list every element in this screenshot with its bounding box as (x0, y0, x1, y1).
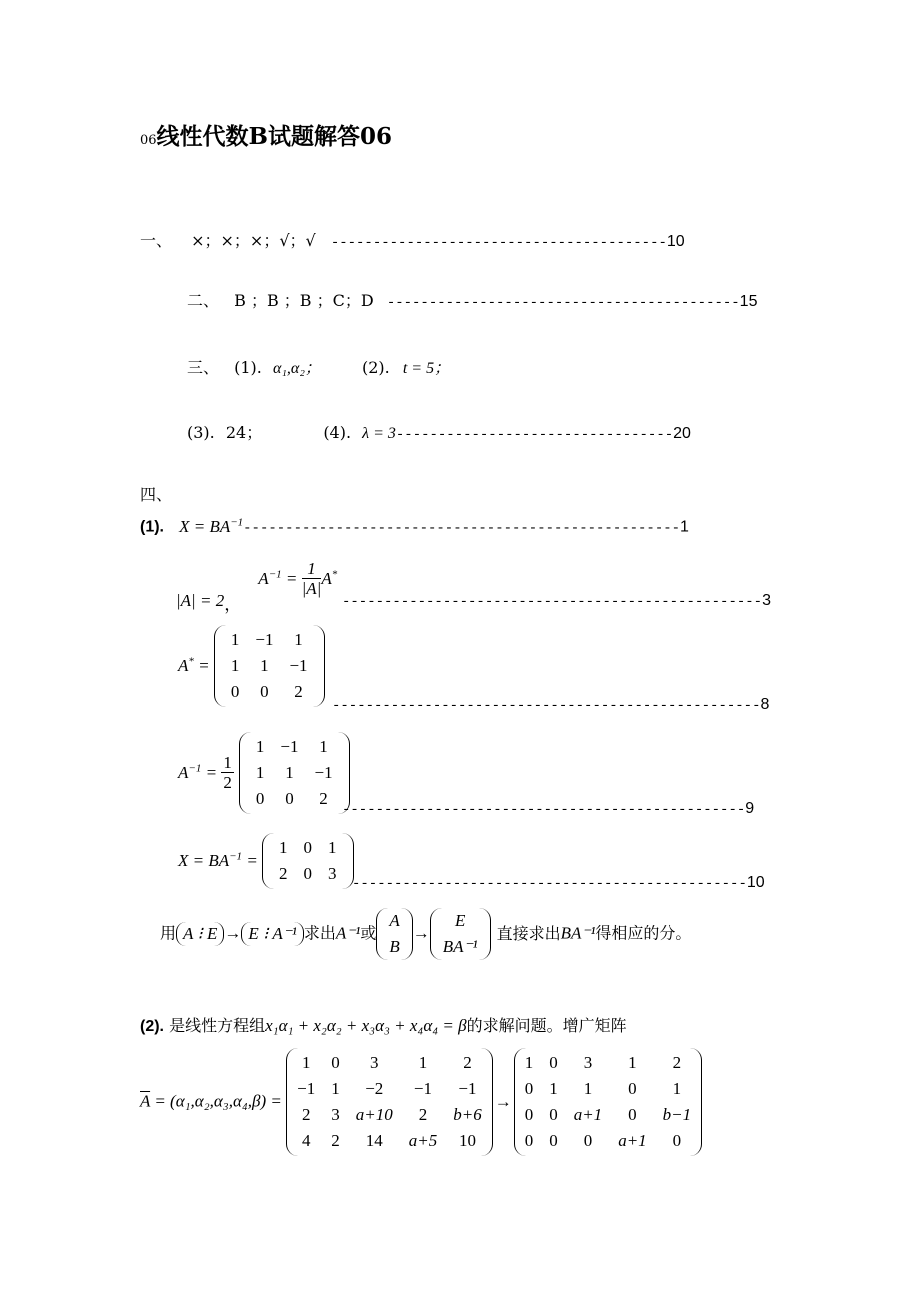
adjugate-matrix (214, 625, 325, 707)
adjugate-matrix-cell: 1 (230, 630, 240, 649)
section-3-item3-answer: 24； (225, 423, 263, 442)
augmented-left-cell: 2 (418, 1105, 428, 1124)
note-col2-bottom: BA⁻¹ (442, 937, 478, 956)
part-1-eq1: X = BA (179, 516, 231, 536)
adjugate-matrix-row (223, 653, 316, 679)
inverse-matrix-cell: 0 (285, 789, 294, 808)
augmented-left-cell: 2 (463, 1053, 472, 1072)
section-4-label: 四、 (140, 485, 173, 504)
augmented-right-cell: a+1 (618, 1131, 647, 1150)
part-1-score-8: 8 (760, 696, 770, 713)
augmented-left-cell: 0 (331, 1053, 340, 1072)
section-2-label: 二、 (187, 291, 220, 310)
part-1-score-10: 10 (746, 874, 765, 891)
augmented-matrix-equation (140, 1048, 702, 1156)
inv2-eq: = (201, 762, 222, 782)
augmented-right-cell: 0 (628, 1105, 637, 1124)
section-3-item4-answer: λ = 3 (362, 425, 396, 442)
augmented-right-cell: a+1 (573, 1105, 603, 1124)
augmented-right-row (517, 1050, 699, 1076)
augmented-left-cell: a+5 (408, 1131, 438, 1150)
x-matrix-cell: 1 (328, 838, 337, 857)
inverse-matrix-row (248, 786, 341, 812)
augmented-left-cell: 2 (331, 1131, 340, 1150)
augmented-left-cell: a+10 (355, 1105, 393, 1124)
augmented-arrow: → (494, 1091, 512, 1111)
adjugate-matrix-cell: 1 (260, 656, 269, 675)
section-2-dashes: ------------------------------------------ (386, 295, 740, 311)
part-1-inv-rhs: A (321, 569, 332, 588)
x-matrix-row (271, 861, 345, 887)
method-note (160, 908, 691, 960)
augmented-right-cell: 1 (583, 1079, 593, 1098)
augmented-right-cell: 0 (549, 1105, 558, 1124)
x-matrix-cell: 1 (279, 838, 288, 857)
part-1-score-9: 9 (745, 800, 755, 817)
inverse-matrix-cell: 1 (255, 763, 265, 782)
section-3-label: 三、 (187, 358, 220, 377)
x-matrix-cell: 0 (303, 864, 313, 883)
augmented-left-cell: 1 (418, 1053, 428, 1072)
section-3-dashes: --------------------------------- (395, 427, 674, 443)
part-1-eq1-sup: −1 (230, 516, 244, 528)
x-eq: = (242, 850, 263, 870)
augmented-matrix-right (514, 1048, 702, 1156)
inverse-matrix (239, 732, 350, 814)
augmented-right-cell: 0 (672, 1131, 682, 1150)
note-arrow-1: → (224, 923, 242, 943)
part-1-line-2 (176, 559, 338, 614)
part-1-frac-num: 1 (302, 560, 322, 579)
inverse-matrix-cell: −1 (314, 763, 333, 782)
adjugate-matrix-cell: −1 (255, 630, 274, 649)
section-1-score: 10 (666, 233, 685, 250)
part-2-line-1 (140, 1013, 627, 1036)
x-equation (178, 833, 354, 889)
augmented-left-cell: 1 (301, 1053, 311, 1072)
section-1-dashes: ---------------------------------------- (330, 235, 667, 251)
part-2-equation: x₁α₁ + x₂α₂ + x₃α₃ + x₄α₄ = β (265, 1016, 467, 1035)
augmented-right-cell: 0 (549, 1131, 558, 1150)
inverse-matrix-row (248, 760, 341, 786)
inverse-matrix-cell: 0 (255, 789, 265, 808)
note-aug2: E ⁝ A⁻¹ (241, 922, 303, 946)
title-prefix: 06 (140, 133, 157, 148)
part-1-dashes-10: ----------------------------------------------- (352, 876, 747, 892)
augmented-right-cell: 3 (583, 1053, 593, 1072)
section-3-item2-answer: t = 5； (402, 360, 451, 377)
part-1-inv-rhs-sup: * (331, 568, 338, 581)
augmented-left-cell: −1 (297, 1079, 316, 1098)
half-num: 1 (223, 752, 232, 772)
note-bainv: BA⁻¹ (560, 923, 596, 943)
note-col1-bottom: B (389, 937, 400, 956)
augmented-left-cell: −1 (413, 1079, 433, 1098)
adjugate-matrix-cell: 2 (294, 682, 303, 701)
adjugate-matrix-cell: 1 (294, 630, 303, 649)
augmented-left-cell: b+6 (453, 1105, 482, 1124)
note-col2-top: E (454, 911, 466, 930)
part-1-det: |A| = 2 (176, 591, 225, 610)
inverse-equation (178, 732, 350, 814)
part-1-dashes-8: --------------------------------------------------- (332, 698, 761, 714)
adjugate-matrix-row (223, 627, 316, 653)
note-col1-top: A (389, 911, 400, 930)
section-3-item3-label: (3). (187, 423, 215, 442)
adj-sup: * (188, 654, 194, 667)
part-2-label: (2). (140, 1018, 164, 1035)
augmented-left-cell: 1 (331, 1079, 340, 1098)
adj-eq: = (193, 655, 214, 675)
section-1-label: 一、 (140, 231, 173, 250)
x-matrix-cell: 3 (328, 864, 337, 883)
augmented-right-cell: 0 (524, 1079, 534, 1098)
inverse-matrix-cell: 1 (285, 763, 294, 782)
augmented-right-cell: 1 (628, 1053, 637, 1072)
augmented-left-cell: −2 (365, 1079, 384, 1098)
section-3-item4-label: (4). (323, 423, 352, 442)
augmented-matrix-left (286, 1048, 493, 1156)
adjugate-matrix-cell: −1 (289, 656, 308, 675)
part-1-fraction (302, 560, 322, 599)
section-1 (140, 228, 685, 251)
adjugate-matrix-row (223, 679, 316, 705)
section-3-item1-label: (1). (234, 358, 262, 377)
section-3-score: 20 (673, 425, 691, 442)
x-matrix-cell: 2 (279, 864, 288, 883)
augmented-right-cell: b−1 (662, 1105, 692, 1124)
part-1-score-1: 1 (680, 518, 689, 536)
augmented-right-cell: 0 (524, 1105, 534, 1124)
part-2-text2: 的求解问题。增广矩阵 (466, 1016, 627, 1035)
part-1-score-3: 3 (762, 592, 771, 609)
augmented-right-row (517, 1102, 699, 1128)
augmented-left-cell: 14 (365, 1131, 383, 1150)
augmented-left-cell: 3 (369, 1053, 379, 1072)
part-1-label: (1). (140, 518, 164, 536)
augmented-right-cell: 2 (672, 1053, 682, 1072)
part-1-inv-lhs: A (258, 569, 269, 588)
x-matrix (262, 833, 354, 889)
augmented-right-cell: 1 (549, 1079, 558, 1098)
section-2-score: 15 (739, 293, 758, 310)
augmented-right-cell: 0 (583, 1131, 593, 1150)
note-col-2 (430, 908, 491, 960)
part-1-line-1 (140, 516, 689, 537)
note-mid2: 直接求出 (496, 923, 561, 943)
inverse-matrix-cell: −1 (280, 737, 299, 756)
section-2-answers: B ；B ；B ；C；D (234, 291, 374, 310)
section-3-item1-answer: α₁,α₂； (272, 360, 321, 377)
x-tail (352, 872, 765, 892)
section-1-answers: ×；×；×；√；√ (191, 231, 316, 250)
part-1-inv-sup: −1 (268, 568, 282, 581)
abar: $\overline{A}$ (140, 1091, 151, 1111)
augmented-left-cell: 2 (301, 1105, 311, 1124)
x-matrix-row (271, 835, 345, 861)
note-col-1 (376, 908, 412, 960)
half-den: 2 (223, 772, 232, 792)
augmented-left-cell: −1 (458, 1079, 477, 1098)
part-1-dashes-1: ---------------------------------------------------- (243, 520, 681, 537)
augmented-left-row (289, 1128, 490, 1154)
inverse-matrix-cell: 1 (319, 737, 328, 756)
abar-eq: = (α₁,α₂,α₃,α₄,β) = (150, 1091, 287, 1111)
inverse-matrix-cell: 2 (319, 789, 328, 808)
inverse-tail (342, 798, 754, 818)
augmented-right-cell: 1 (672, 1079, 682, 1098)
augmented-right-cell: 0 (628, 1079, 637, 1098)
part-1-inv-eq: = (281, 569, 302, 588)
note-aug1: A ⁝ E (176, 922, 224, 946)
augmented-right-cell: 1 (524, 1053, 534, 1072)
part-1-dashes-3: -------------------------------------------------- (342, 594, 763, 610)
section-3-line-2 (187, 420, 691, 443)
title-main: 线性代数B试题解答06 (156, 123, 392, 150)
note-or: 或 (360, 923, 377, 943)
augmented-left-cell: 3 (331, 1105, 340, 1124)
augmented-left-cell: 10 (458, 1131, 476, 1150)
inv2-lhs: A (178, 762, 189, 782)
augmented-right-cell: 0 (549, 1053, 558, 1072)
x-lhs: X = BA (178, 850, 230, 870)
note-prefix: 用 (160, 923, 177, 943)
section-3-line-1 (187, 355, 450, 378)
augmented-left-row (289, 1050, 490, 1076)
half-fraction (221, 754, 234, 793)
adjugate-tail (332, 694, 769, 714)
page-title (140, 118, 392, 151)
augmented-left-row (289, 1076, 490, 1102)
part-2-text1: 是线性方程组 (169, 1016, 266, 1035)
note-ainv: A⁻¹ (335, 923, 361, 943)
adj-lhs: A (178, 655, 189, 675)
note-arrow-2: → (412, 923, 430, 943)
part-1-line-2-tail (342, 590, 771, 610)
augmented-right-cell: 0 (524, 1131, 534, 1150)
note-suffix: 得相应的分。 (595, 923, 692, 943)
x-sup: −1 (229, 849, 243, 862)
part-1-frac-den: |A| (301, 579, 322, 598)
section-3-item2-label: (2). (361, 358, 390, 377)
inverse-matrix-row (248, 734, 341, 760)
section-2 (187, 288, 757, 311)
note-mid1: 求出 (303, 923, 336, 943)
adjugate-equation (178, 625, 325, 707)
augmented-left-cell: 4 (301, 1131, 311, 1150)
augmented-left-row (289, 1102, 490, 1128)
adjugate-matrix-cell: 0 (230, 682, 240, 701)
inv2-sup: −1 (188, 761, 202, 774)
x-matrix-cell: 0 (303, 838, 313, 857)
part-1-dashes-9: ------------------------------------------------ (342, 802, 746, 818)
part-1-comma: ， (224, 595, 242, 614)
augmented-right-row (517, 1128, 699, 1154)
adjugate-matrix-cell: 0 (260, 682, 269, 701)
inverse-matrix-cell: 1 (255, 737, 265, 756)
augmented-right-row (517, 1076, 699, 1102)
adjugate-matrix-cell: 1 (230, 656, 240, 675)
